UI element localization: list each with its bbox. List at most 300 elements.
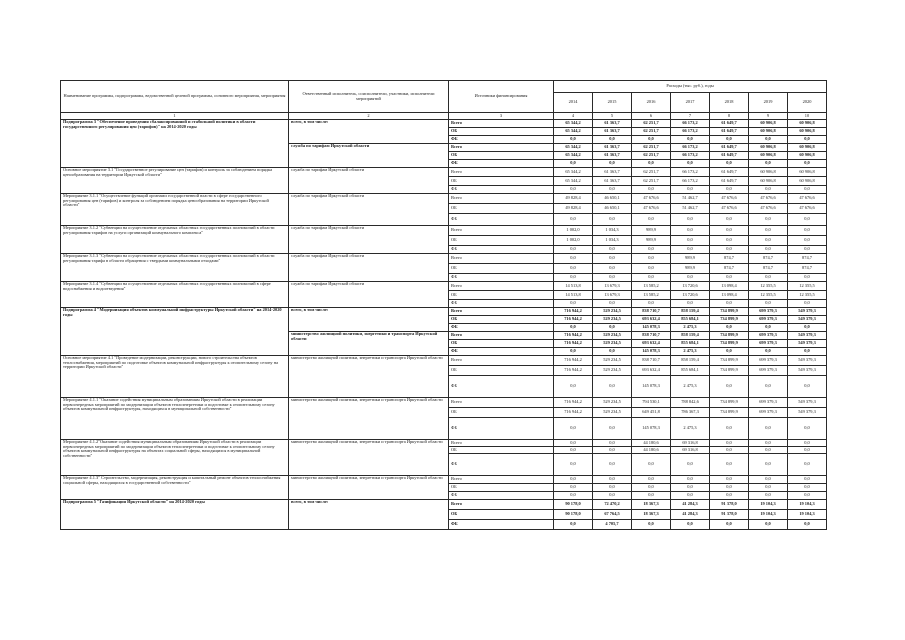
expense-value-cell: 44 180,6	[632, 440, 671, 447]
expense-value-cell: 0,0	[749, 476, 788, 484]
expense-value-cell: 47 676,6	[632, 204, 671, 214]
expense-value-cell: 0,0	[632, 160, 671, 168]
expense-value-cell: 0,0	[749, 376, 788, 398]
column-number: 4	[554, 113, 593, 120]
funding-source-cell: ФБ	[449, 520, 554, 530]
expense-value-cell: 858 159,4	[671, 308, 710, 316]
expense-value-cell: 2 475,3	[671, 418, 710, 440]
expense-value-cell: 0,0	[749, 418, 788, 440]
expense-value-cell: 0,0	[632, 476, 671, 484]
expense-value-cell: 19 104,3	[788, 510, 827, 520]
expense-value-cell: 60 906,8	[788, 168, 827, 177]
expense-value-cell: 0,0	[749, 447, 788, 454]
expense-value-cell: 1 002,0	[554, 226, 593, 236]
responsible-cell: министерство жилищной политики, энергетики и транспорта Иркутской области	[289, 356, 449, 398]
table-row	[61, 120, 827, 128]
expense-value-cell: 0,0	[671, 136, 710, 144]
header-year: 2014	[554, 93, 593, 113]
funding-source-cell: ОБ	[449, 408, 554, 418]
expense-value-cell: 0,0	[788, 520, 827, 530]
expense-value-cell: 838 710,7	[632, 332, 671, 340]
column-number: 3	[449, 113, 554, 120]
funding-source-cell: ФБ	[449, 274, 554, 282]
expense-value-cell: 47 676,6	[788, 194, 827, 204]
expense-value-cell: 0,0	[593, 348, 632, 356]
expense-value-cell: 61 649,7	[710, 168, 749, 177]
program-name-cell: Мероприятие 4.1.3" Строительство, модернизация, реконструкция и капитальный ремонт объектов теплоснабжения социальной сферы, находящихся в государственной собственности"	[61, 476, 289, 500]
expense-value-cell: 0,0	[788, 214, 827, 226]
expense-value-cell: 734 899,9	[710, 332, 749, 340]
column-number: 10	[788, 113, 827, 120]
expense-value-cell: 549 379,3	[788, 408, 827, 418]
funding-source-cell: ФБ	[449, 324, 554, 332]
expense-value-cell: 716 944,2	[554, 340, 593, 348]
header-year: 2015	[593, 93, 632, 113]
expense-value-cell: 529 234,5	[593, 366, 632, 376]
expense-value-cell: 145 078,3	[632, 376, 671, 398]
expense-value-cell: 0,0	[632, 186, 671, 194]
expense-value-cell: 699 379,3	[749, 316, 788, 324]
table-row	[61, 476, 827, 484]
expense-value-cell: 0,0	[710, 226, 749, 236]
expense-value-cell: 12 355,5	[749, 291, 788, 300]
expense-value-cell: 0,0	[788, 186, 827, 194]
header-expenses: Расходы (тыс. руб.), годы	[554, 81, 827, 93]
expense-value-cell: 0,0	[554, 476, 593, 484]
expense-value-cell: 0,0	[710, 418, 749, 440]
program-name-cell: Мероприятие 3.1.1 "Осуществление функций органами государственной власти в сфере государственного регулирования цен (тарифов) и контроля за соблюдением порядка ценообразования на территории Иркутской области"	[61, 194, 289, 226]
expense-value-cell: 699 379,3	[749, 366, 788, 376]
expense-value-cell: 65 344,2	[554, 120, 593, 128]
expense-value-cell: 0,0	[710, 447, 749, 454]
expense-value-cell: 0,0	[554, 484, 593, 492]
expense-value-cell: 0,0	[632, 300, 671, 308]
expense-value-cell: 2 475,3	[671, 324, 710, 332]
table-row	[61, 356, 827, 366]
expense-value-cell: 41 284,3	[671, 510, 710, 520]
funding-source-cell: Всего	[449, 194, 554, 204]
expense-value-cell: 0,0	[788, 376, 827, 398]
expense-value-cell: 794 530,1	[632, 398, 671, 408]
expense-value-cell: 0,0	[710, 324, 749, 332]
expense-value-cell: 874,7	[749, 264, 788, 274]
expense-value-cell: 549 379,3	[788, 366, 827, 376]
expense-value-cell: 529 234,5	[593, 340, 632, 348]
funding-source-cell: ОБ	[449, 316, 554, 324]
expense-value-cell: 91 378,0	[710, 500, 749, 510]
header-year: 2020	[788, 93, 827, 113]
expense-value-cell: 716 944,2	[554, 366, 593, 376]
expense-value-cell: 699 379,3	[749, 340, 788, 348]
funding-source-cell: ФБ	[449, 376, 554, 398]
expense-value-cell: 19 104,3	[788, 500, 827, 510]
expense-value-cell: 0,0	[671, 520, 710, 530]
expense-value-cell: 0,0	[632, 520, 671, 530]
expense-value-cell: 0,0	[671, 214, 710, 226]
expense-value-cell: 13 720,6	[671, 282, 710, 291]
expense-value-cell: 60 906,8	[749, 168, 788, 177]
expense-value-cell: 12 355,5	[788, 291, 827, 300]
expense-value-cell: 0,0	[632, 484, 671, 492]
expense-value-cell: 46 650,1	[593, 194, 632, 204]
expense-value-cell: 838 710,7	[632, 356, 671, 366]
expense-value-cell: 49 828,4	[554, 204, 593, 214]
expense-value-cell: 13 098,4	[710, 291, 749, 300]
expense-value-cell: 0,0	[710, 274, 749, 282]
expense-value-cell: 0,0	[788, 454, 827, 476]
expense-value-cell: 0,0	[671, 484, 710, 492]
expense-value-cell: 529 234,5	[593, 332, 632, 340]
expense-value-cell: 0,0	[749, 484, 788, 492]
expense-value-cell: 4 705,7	[593, 520, 632, 530]
funding-source-cell: ФБ	[449, 418, 554, 440]
expense-value-cell: 41 284,3	[671, 500, 710, 510]
expense-value-cell: 1 034,3	[593, 236, 632, 246]
expense-value-cell: 0,0	[749, 520, 788, 530]
expense-value-cell: 0,0	[710, 246, 749, 254]
expense-value-cell: 0,0	[749, 226, 788, 236]
expense-value-cell: 716 944,2	[554, 398, 593, 408]
expense-value-cell: 874,7	[710, 264, 749, 274]
expense-value-cell: 0,0	[788, 476, 827, 484]
expense-value-cell: 13 720,6	[671, 291, 710, 300]
expense-value-cell: 19 104,3	[749, 500, 788, 510]
expense-value-cell: 60 906,8	[788, 144, 827, 152]
expense-value-cell: 0,0	[710, 476, 749, 484]
expense-value-cell: 0,0	[593, 447, 632, 454]
expense-value-cell: 0,0	[788, 300, 827, 308]
table-row	[61, 226, 827, 236]
expense-value-cell: 0,0	[671, 226, 710, 236]
expense-value-cell: 0,0	[554, 454, 593, 476]
expense-value-cell: 1 002,0	[554, 236, 593, 246]
expense-value-cell: 693 632,4	[632, 316, 671, 324]
expense-value-cell: 0,0	[632, 136, 671, 144]
expense-value-cell: 19 104,3	[749, 510, 788, 520]
expense-value-cell: 60 906,8	[749, 152, 788, 160]
expense-value-cell: 0,0	[593, 418, 632, 440]
expense-value-cell: 61 363,7	[593, 152, 632, 160]
header-year: 2019	[749, 93, 788, 113]
expense-value-cell: 0,0	[710, 484, 749, 492]
program-name-cell: Мероприятие 4.1.2"Оказание содействия муниципальным образованиям Иркутской области в реализации первоочередных мероприятий по модернизации объектов теплоэнергетики и подготовке к отопительному сезону объектов коммунальной инфраструктуры на объектах социальной сферы, находящихся в муниципальной собственности"	[61, 440, 289, 476]
responsible-cell: служба по тарифам Иркутской области	[289, 168, 449, 194]
expense-value-cell: 0,0	[554, 264, 593, 274]
expense-value-cell: 734 899,9	[710, 308, 749, 316]
expense-value-cell: 529 234,5	[593, 316, 632, 324]
expense-value-cell: 734 899,9	[710, 316, 749, 324]
expense-value-cell: 0,0	[554, 274, 593, 282]
header-year: 2017	[671, 93, 710, 113]
expense-value-cell: 0,0	[671, 236, 710, 246]
expense-value-cell: 0,0	[749, 274, 788, 282]
expense-value-cell: 0,0	[554, 136, 593, 144]
funding-source-cell: ОБ	[449, 264, 554, 274]
expense-value-cell: 716 944,2	[554, 356, 593, 366]
funding-source-cell: ОБ	[449, 291, 554, 300]
expense-value-cell: 0,0	[749, 214, 788, 226]
expense-value-cell: 62 251,7	[632, 177, 671, 186]
expense-value-cell: 0,0	[710, 136, 749, 144]
expense-value-cell: 0,0	[710, 440, 749, 447]
expense-value-cell: 0,0	[632, 246, 671, 254]
expense-value-cell: 61 363,7	[593, 177, 632, 186]
expense-value-cell: 0,0	[554, 246, 593, 254]
expense-value-cell: 786 367,3	[671, 408, 710, 418]
expense-value-cell: 47 676,6	[632, 194, 671, 204]
header-year: 2018	[710, 93, 749, 113]
header-funding-sources: Источники финансирования	[449, 81, 554, 113]
expense-value-cell: 0,0	[749, 492, 788, 500]
responsible-cell: служба по тарифам Иркутской области	[289, 144, 449, 168]
expense-value-cell: 0,0	[632, 254, 671, 264]
expense-value-cell: 61 649,7	[710, 152, 749, 160]
expense-value-cell: 0,0	[554, 520, 593, 530]
expense-value-cell: 855 684,1	[671, 366, 710, 376]
expense-value-cell: 734 899,9	[710, 366, 749, 376]
expense-value-cell: 0,0	[554, 324, 593, 332]
expense-value-cell: 699 379,3	[749, 308, 788, 316]
expense-value-cell: 46 650,1	[593, 204, 632, 214]
expense-value-cell: 49 828,4	[554, 194, 593, 204]
program-name-cell: Подпрограмма 3 "Обеспечение проведения сбалансированной и стабильной политики в области государственного регулирования цен (тарифов)" на 2014-2020 годы	[61, 120, 289, 168]
expense-value-cell: 0,0	[593, 246, 632, 254]
expense-value-cell: 0,0	[749, 236, 788, 246]
responsible-cell: министерство жилищной политики, энергетики и транспорта Иркутской области	[289, 332, 449, 356]
expense-value-cell: 0,0	[554, 348, 593, 356]
funding-source-cell: Всего	[449, 308, 554, 316]
expense-value-cell: 47 676,6	[749, 194, 788, 204]
expense-value-cell: 66 173,2	[671, 144, 710, 152]
funding-source-cell: ФБ	[449, 214, 554, 226]
expense-value-cell: 989,9	[632, 226, 671, 236]
expense-value-cell: 0,0	[788, 484, 827, 492]
program-name-cell: Подпрограмма 5 "Газификация Иркутской области" на 2014-2020 годы	[61, 500, 289, 530]
expense-value-cell: 0,0	[710, 454, 749, 476]
expense-value-cell: 0,0	[554, 186, 593, 194]
expense-value-cell: 549 379,3	[788, 332, 827, 340]
expense-value-cell: 0,0	[554, 254, 593, 264]
expense-value-cell: 60 906,8	[788, 177, 827, 186]
expense-value-cell: 0,0	[593, 264, 632, 274]
column-number: 5	[593, 113, 632, 120]
expense-value-cell: 62 251,7	[632, 128, 671, 136]
funding-source-cell: Всего	[449, 356, 554, 366]
funding-source-cell: ОБ	[449, 366, 554, 376]
expense-value-cell: 0,0	[710, 376, 749, 398]
expense-value-cell: 14 513,8	[554, 282, 593, 291]
expense-value-cell: 66 173,2	[671, 177, 710, 186]
expense-value-cell: 0,0	[632, 264, 671, 274]
funding-source-cell: ОБ	[449, 484, 554, 492]
expense-value-cell: 0,0	[749, 246, 788, 254]
expense-value-cell: 2 475,3	[671, 348, 710, 356]
expense-value-cell: 0,0	[710, 214, 749, 226]
expense-value-cell: 0,0	[671, 476, 710, 484]
expense-value-cell: 0,0	[554, 160, 593, 168]
expense-value-cell: 51 462,7	[671, 204, 710, 214]
expense-value-cell: 699 379,3	[749, 398, 788, 408]
expense-value-cell: 529 234,5	[593, 308, 632, 316]
funding-source-cell: Всего	[449, 254, 554, 264]
expense-value-cell: 61 363,7	[593, 120, 632, 128]
expense-value-cell: 0,0	[788, 274, 827, 282]
expense-value-cell: 549 379,3	[788, 356, 827, 366]
expense-value-cell: 716 944,2	[554, 408, 593, 418]
expense-value-cell: 0,0	[593, 136, 632, 144]
responsible-cell: министерство жилищной политики, энергетики и транспорта Иркутской области	[289, 440, 449, 476]
expense-value-cell: 0,0	[788, 246, 827, 254]
expense-value-cell: 0,0	[749, 440, 788, 447]
expense-value-cell: 66 173,2	[671, 168, 710, 177]
expense-value-cell: 0,0	[749, 348, 788, 356]
expense-value-cell: 855 684,1	[671, 316, 710, 324]
expense-value-cell: 60 906,8	[788, 152, 827, 160]
expense-value-cell: 716 944,2	[554, 308, 593, 316]
expense-value-cell: 649 451,8	[632, 408, 671, 418]
expense-value-cell: 858 159,4	[671, 356, 710, 366]
expense-value-cell: 61 363,7	[593, 168, 632, 177]
table-row	[61, 440, 827, 447]
funding-source-cell: ФБ	[449, 348, 554, 356]
expense-value-cell: 145 078,3	[632, 348, 671, 356]
column-number: 1	[61, 113, 289, 120]
funding-source-cell: ОБ	[449, 177, 554, 186]
expense-value-cell: 0,0	[788, 348, 827, 356]
expense-value-cell: 13 679,3	[593, 291, 632, 300]
expense-value-cell: 2 475,3	[671, 376, 710, 398]
table-row	[61, 282, 827, 291]
expense-value-cell: 874,7	[749, 254, 788, 264]
funding-source-cell: ФБ	[449, 136, 554, 144]
header-year: 2016	[632, 93, 671, 113]
expense-value-cell: 0,0	[632, 454, 671, 476]
responsible-cell: всего, в том числе:	[289, 308, 449, 332]
expense-value-cell: 0,0	[593, 274, 632, 282]
expense-value-cell: 0,0	[593, 186, 632, 194]
expense-value-cell: 91 378,0	[710, 510, 749, 520]
expense-value-cell: 13 679,3	[593, 282, 632, 291]
expense-value-cell: 989,9	[671, 264, 710, 274]
expense-value-cell: 0,0	[554, 447, 593, 454]
funding-source-cell: ОБ	[449, 340, 554, 348]
table-row	[61, 500, 827, 510]
expense-value-cell: 874,7	[710, 254, 749, 264]
funding-source-cell: ФБ	[449, 186, 554, 194]
expense-value-cell: 1 034,3	[593, 226, 632, 236]
expense-value-cell: 734 899,9	[710, 398, 749, 408]
funding-source-cell: Всего	[449, 144, 554, 152]
funding-source-cell: ОБ	[449, 236, 554, 246]
expense-value-cell: 47 676,6	[749, 204, 788, 214]
expense-value-cell: 0,0	[554, 492, 593, 500]
funding-source-cell: ОБ	[449, 204, 554, 214]
expense-value-cell: 0,0	[554, 418, 593, 440]
table-row	[61, 194, 827, 204]
expense-value-cell: 0,0	[671, 300, 710, 308]
expense-value-cell: 0,0	[593, 492, 632, 500]
funding-source-cell: ОБ	[449, 128, 554, 136]
responsible-cell: служба по тарифам Иркутской области	[289, 254, 449, 282]
expense-value-cell: 0,0	[788, 440, 827, 447]
expense-value-cell: 60 906,8	[788, 128, 827, 136]
expense-value-cell: 61 649,7	[710, 128, 749, 136]
expense-value-cell: 855 684,1	[671, 340, 710, 348]
expense-value-cell: 549 379,3	[788, 308, 827, 316]
expense-value-cell: 0,0	[710, 348, 749, 356]
responsible-cell: министерство жилищной политики, энергетики и транспорта Иркутской области	[289, 476, 449, 500]
expense-value-cell: 699 379,3	[749, 356, 788, 366]
expense-value-cell: 0,0	[749, 300, 788, 308]
expense-value-cell: 0,0	[593, 214, 632, 226]
expense-value-cell: 0,0	[671, 492, 710, 500]
expense-value-cell: 61 649,7	[710, 177, 749, 186]
expense-value-cell: 0,0	[554, 214, 593, 226]
column-number: 7	[671, 113, 710, 120]
expense-value-cell: 62 251,7	[632, 152, 671, 160]
funding-source-cell: ОБ	[449, 510, 554, 520]
responsible-cell: всего, в том числе:	[289, 120, 449, 144]
header-program-name: Наименование программы, подпрограммы, ведомственной целевой программы, основного мероприятия, мероприятия	[61, 81, 289, 113]
expense-value-cell: 0,0	[710, 492, 749, 500]
expense-value-cell: 62 251,7	[632, 120, 671, 128]
expense-value-cell: 62 251,7	[632, 144, 671, 152]
expense-value-cell: 0,0	[749, 186, 788, 194]
expense-value-cell: 0,0	[632, 214, 671, 226]
funding-source-cell: ФБ	[449, 160, 554, 168]
expense-value-cell: 44 180,6	[632, 447, 671, 454]
expense-value-cell: 12 355,5	[788, 282, 827, 291]
program-name-cell: Основное мероприятие 3.1 "Государственное регулирование цен (тарифов) и контроль за соблюдением порядка ценообразования на территории Иркутской области"	[61, 168, 289, 194]
expense-value-cell: 18 367,3	[632, 510, 671, 520]
funding-source-cell: Всего	[449, 440, 554, 447]
expense-value-cell: 13 098,4	[710, 282, 749, 291]
column-number: 2	[289, 113, 449, 120]
expense-value-cell: 13 585,2	[632, 282, 671, 291]
funding-source-cell: Всего	[449, 282, 554, 291]
responsible-cell: министерство жилищной политики, энергетики и транспорта Иркутской области	[289, 398, 449, 440]
expense-value-cell: 0,0	[593, 440, 632, 447]
expense-value-cell: 0,0	[554, 300, 593, 308]
program-name-cell: Мероприятие 3.1.4 "Субвенции на осуществление отдельных областных государственных полномочий в сфере водоснабжения и водоотведения"	[61, 282, 289, 308]
expense-value-cell: 69 316,8	[671, 447, 710, 454]
header-responsible: Ответственный исполнитель, соисполнители, участники, исполнители мероприятий	[289, 81, 449, 113]
expense-value-cell: 90 178,0	[554, 500, 593, 510]
table-row	[61, 168, 827, 177]
expense-value-cell: 529 234,5	[593, 398, 632, 408]
expense-value-cell: 0,0	[749, 324, 788, 332]
expense-value-cell: 699 379,3	[749, 408, 788, 418]
expense-value-cell: 0,0	[593, 324, 632, 332]
expense-value-cell: 838 710,7	[632, 308, 671, 316]
expense-value-cell: 0,0	[554, 440, 593, 447]
expense-value-cell: 65 344,2	[554, 168, 593, 177]
expense-value-cell: 716 944,2	[554, 332, 593, 340]
expense-value-cell: 734 899,9	[710, 340, 749, 348]
expense-value-cell: 989,9	[632, 236, 671, 246]
responsible-cell: всего, в том числе:	[289, 500, 449, 530]
responsible-cell: служба по тарифам Иркутской области	[289, 194, 449, 226]
responsible-cell: служба по тарифам Иркутской области	[289, 226, 449, 254]
funding-source-cell: ФБ	[449, 492, 554, 500]
expense-value-cell: 61 363,7	[593, 144, 632, 152]
expense-value-cell: 0,0	[749, 136, 788, 144]
expense-value-cell: 0,0	[671, 160, 710, 168]
expense-value-cell: 0,0	[593, 254, 632, 264]
expense-value-cell: 72 470,2	[593, 500, 632, 510]
responsible-cell: служба по тарифам Иркутской области	[289, 282, 449, 308]
column-number: 9	[749, 113, 788, 120]
